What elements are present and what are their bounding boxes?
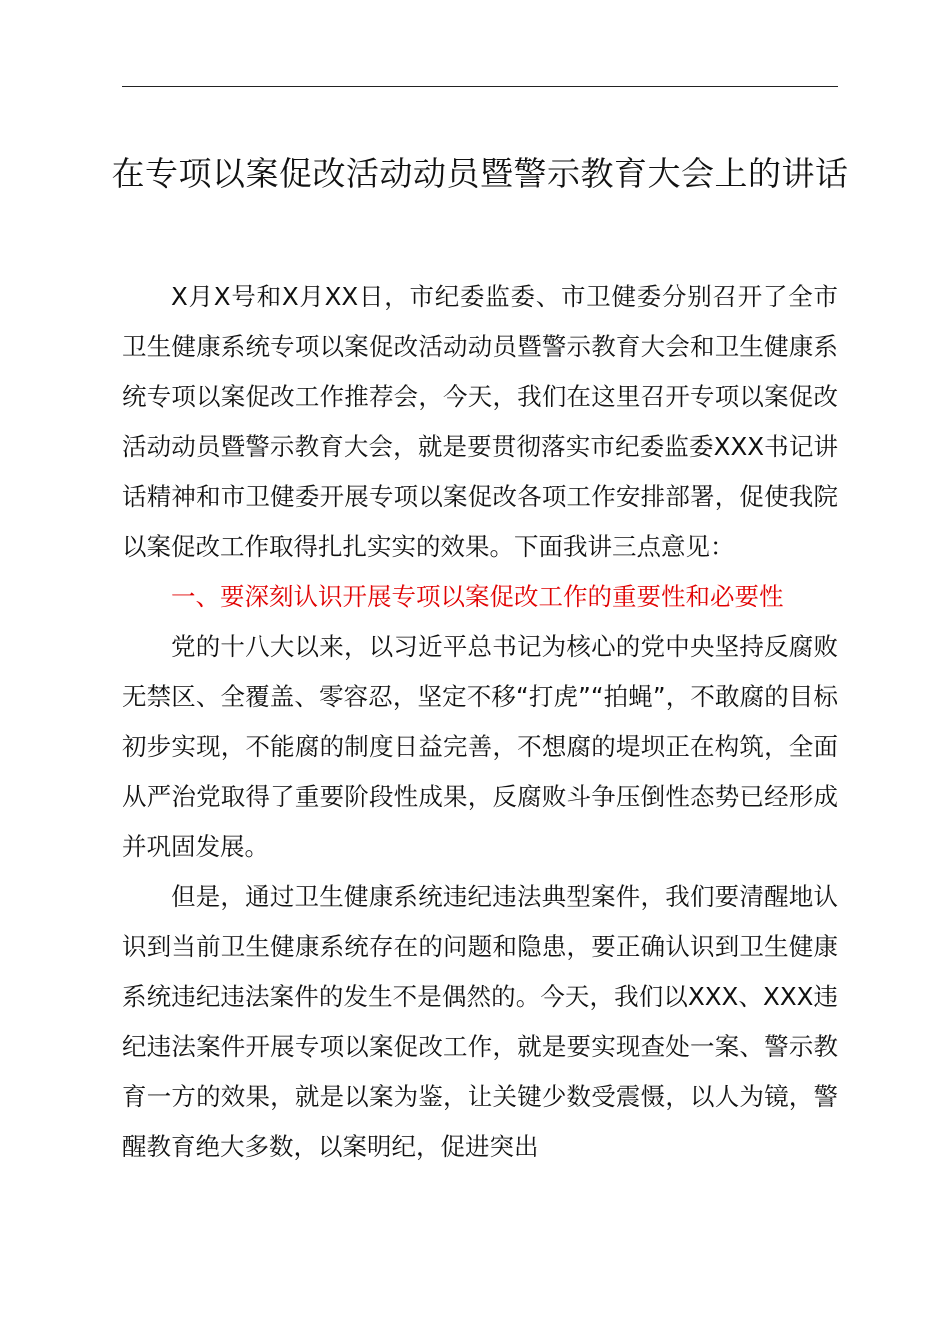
header-rule — [122, 86, 838, 87]
paragraph-background: 党的十八大以来，以习近平总书记为核心的党中央坚持反腐败无禁区、全覆盖、零容忍，坚定不移“打虎”“拍蝇”，不敢腐的目标初步实现，不能腐的制度日益完善，不想腐的堤坝正在构筑，全面从严治党取得了重要阶段性成果，反腐败斗争压倒性态势已经形成并巩固发展。 — [122, 632, 838, 861]
paragraph-intro: X月X号和X月XX日，市纪委监委、市卫健委分别召开了全市卫生健康系统专项以案促改活动动员暨警示教育大会和卫生健康系统专项以案促改工作推荐会，今天，我们在这里召开专项以案促改活动动员暨警示教育大会，就是要贯彻落实市纪委监委XXX书记讲话精神和市卫健委开展专项以案促改各项工作安排部署，促使我院以案促改工作取得扎扎实实的效果。下面我讲三点意见： — [122, 282, 838, 561]
paragraph-warning: 但是，通过卫生健康系统违纪违法典型案件，我们要清醒地认识到当前卫生健康系统存在的问题和隐患，要正确认识到卫生健康系统违纪违法案件的发生不是偶然的。今天，我们以XXX、XXX违纪违法案件开展专项以案促改工作，就是要实现查处一案、警示教育一方的效果，就是以案为鉴，让关键少数受震慑，以人为镜，警醒教育绝大多数，以案明纪，促进突出 — [122, 882, 838, 1161]
section-heading-1: 一、要深刻认识开展专项以案促改工作的重要性和必要性 — [171, 582, 784, 611]
document-title: 在专项以案促改活动动员暨警示教育大会上的讲话 — [111, 154, 849, 193]
document-body — [122, 272, 838, 1172]
